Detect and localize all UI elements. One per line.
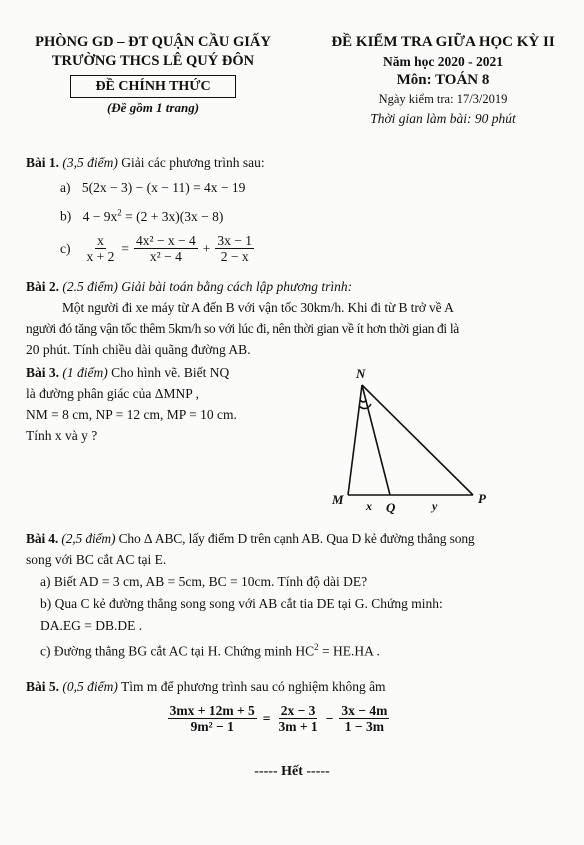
side-nm (348, 385, 362, 495)
problem-1c-label: c) (60, 240, 71, 256)
problem-4-label: Bài 4. (26, 531, 59, 546)
triangle-figure (320, 360, 500, 520)
denominator: 2 − x (220, 248, 249, 264)
angle-mark (359, 404, 371, 409)
numerator: 3mx + 12m + 5 (169, 703, 255, 718)
fraction (339, 703, 389, 734)
label-y: y (432, 499, 438, 513)
problem-1a-equation: 5(2x − 3) − (x − 11) = 4x − 19 (81, 180, 246, 195)
problem-1c: c) $\frac{x}{x + 2}$ = $\frac{\text{4x² − x − 4}}{\text{x² − 4}}$ + $\frac{3x - 1}{2 - x}$ (60, 232, 253, 264)
exam-title: ĐỀ KIỂM TRA GIỮA HỌC KỲ II (331, 34, 555, 50)
problem-4-text: song với BC cắt AC tại E. (26, 552, 167, 567)
exam-duration: Thời gian làm bài: 90 phút (370, 111, 516, 126)
fraction (168, 703, 257, 734)
problem-5-points: (0,5 điểm) (62, 679, 118, 694)
problem-1 (26, 152, 566, 264)
problem-5 (26, 676, 571, 734)
problem-1b-exponent: 2 (117, 207, 122, 217)
page-count: (Đề gồm 1 trang) (106, 100, 200, 115)
label-p: P (478, 491, 486, 506)
fraction (85, 233, 117, 264)
problem-4c-text: = HE.HA . (318, 643, 380, 659)
bisector-nq (362, 385, 390, 495)
numerator: 3x − 1 (217, 232, 253, 248)
fraction (134, 233, 198, 264)
fraction (276, 703, 319, 734)
problem-3 (26, 362, 326, 446)
subject: Môn: TOÁN 8 (396, 72, 490, 88)
problem-1b-eq-part: 4 − 9x (82, 208, 118, 224)
denominator: 3m + 1 (278, 719, 318, 734)
label-x: x (366, 499, 372, 513)
problem-2 (26, 276, 571, 360)
problem-1b-eq-part: = (2 + 3x)(3x − 8) (121, 208, 224, 224)
problem-5-equation: $\frac{3mx + 12m + 5}{\text{9m² − 1}}$ = $\frac{2x - 3}{3m + 1}$ − $\frac{3x - 4m}{1 - 3m}$ (169, 703, 388, 734)
numerator: x (97, 232, 104, 248)
problem-4c-text: c) Đường thẳng BG cắt AC tại H. Chứng minh HC (40, 643, 315, 659)
denominator: x² − 4 (149, 248, 182, 264)
problem-3-text: Tính x và y ? (26, 428, 98, 443)
numerator: 3x − 4m (341, 703, 388, 718)
problem-4c (26, 637, 571, 662)
problem-1b-equation (83, 209, 224, 224)
problem-3-text: Cho hình vẽ. Biết NQ (111, 365, 230, 380)
header-right (318, 33, 568, 128)
numerator: 2x − 3 (280, 703, 316, 718)
label-m: M (332, 492, 344, 507)
official-badge: ĐỀ CHÍNH THỨC (70, 75, 235, 98)
problem-4-text: Cho Δ ABC, lấy điểm D trên cạnh AB. Qua D kẻ đường thẳng song (118, 531, 475, 546)
denominator: 9m² − 1 (190, 719, 234, 734)
problem-1b-label: b) (60, 208, 72, 224)
problem-4c-exponent: 2 (314, 642, 319, 652)
problem-5-label: Bài 5. (26, 679, 60, 694)
problem-5-text: Tìm m để phương trình sau có nghiệm không âm (121, 679, 386, 694)
problem-2-points: (2.5 điểm) (62, 279, 118, 294)
department: PHÒNG GD – ĐT QUẬN CẦU GIẤY (35, 34, 271, 50)
problem-2-line: 20 phút. Tính chiều dài quãng đường AB. (26, 342, 251, 357)
header-left (22, 33, 284, 117)
problem-1a-label: a) (60, 180, 71, 195)
denominator: x + 2 (86, 248, 115, 264)
exam-date: Ngày kiểm tra: 17/3/2019 (378, 92, 508, 106)
problem-1a (26, 177, 566, 198)
problem-2-line: người đó tăng vận tốc thêm 5km/h so với lúc đi, nên thời gian về ít hơn thời gian đi là (26, 321, 459, 336)
problem-3-text: là đường phân giác của ΔMNP , (26, 386, 199, 401)
problem-4-points: (2,5 điểm) (61, 531, 116, 546)
problem-4b-statement: DA.EG = DB.DE . (40, 618, 143, 633)
school-name: TRƯỜNG THCS LÊ QUÝ ĐÔN (51, 53, 255, 69)
problem-2-line: Một người đi xe máy từ A đến B với vận tốc 30km/h. Khi đi từ B trở về A (62, 300, 454, 315)
problem-3-points: (1 điểm) (62, 365, 108, 380)
problem-1-label: Bài 1. (26, 155, 60, 170)
problem-2-label: Bài 2. (26, 279, 60, 294)
problem-2-title: Giải bài toán bằng cách lập phương trình: (121, 279, 353, 294)
problem-1b (26, 202, 566, 227)
fraction (215, 233, 254, 264)
problem-1-text: Giải các phương trình sau: (121, 155, 265, 170)
problem-4 (26, 528, 571, 662)
denominator: 1 − 3m (344, 719, 384, 734)
numerator: 4x² − x − 4 (136, 232, 196, 248)
side-np (362, 385, 473, 495)
end-marker: ----- Hết ----- (254, 764, 330, 779)
label-n: N (356, 366, 366, 381)
school-year: Năm học 2020 - 2021 (383, 54, 503, 69)
problem-3-text: NM = 8 cm, NP = 12 cm, MP = 10 cm. (26, 407, 237, 422)
problem-4a: a) Biết AD = 3 cm, AB = 5cm, BC = 10cm. Tính độ dài DE? (40, 574, 368, 589)
problem-4b: b) Qua C kẻ đường thẳng song song với AB cắt tia DE tại G. Chứng minh: (40, 596, 443, 611)
angle-mark (360, 400, 366, 402)
label-q: Q (386, 500, 396, 515)
problem-3-label: Bài 3. (26, 365, 60, 380)
problem-1-points: (3,5 điểm) (62, 155, 118, 170)
